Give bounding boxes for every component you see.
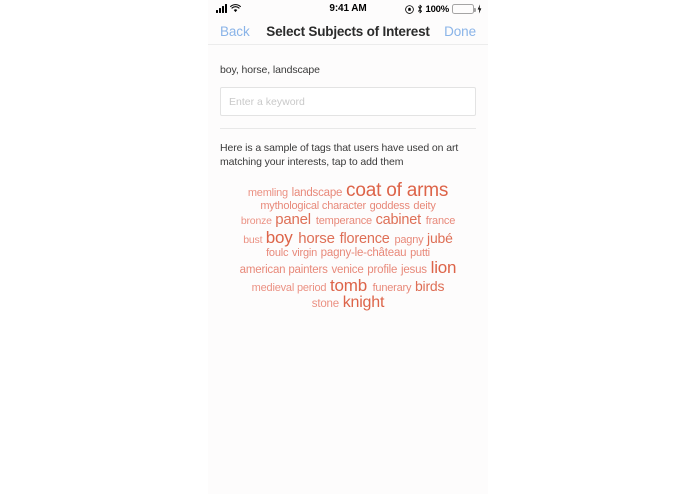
bluetooth-icon: [417, 4, 423, 14]
status-bar-clock: 9:41 AM: [329, 3, 367, 14]
tag-item[interactable]: boy: [265, 227, 293, 247]
tag-row: [222, 259, 474, 277]
tag-item[interactable]: jesus: [401, 264, 427, 277]
page-title: Select Subjects of Interest: [266, 23, 430, 39]
tag-item[interactable]: tomb: [329, 276, 367, 296]
tag-item[interactable]: temperance: [315, 215, 372, 228]
tag-item[interactable]: horse: [298, 229, 335, 247]
tag-item[interactable]: coat of arms: [346, 180, 449, 201]
tag-row: [222, 295, 474, 312]
battery-icon: [452, 4, 474, 14]
navigation-bar: [208, 18, 488, 45]
back-button[interactable]: Back: [220, 23, 250, 39]
tag-item[interactable]: cabinet: [375, 212, 421, 229]
tag-row: [222, 277, 474, 295]
tag-item[interactable]: funerary: [372, 282, 412, 295]
tag-row: [222, 201, 474, 213]
tag-item[interactable]: putti: [410, 246, 430, 259]
status-bar-right: [405, 4, 483, 15]
tag-cloud: [220, 181, 476, 312]
tag-item[interactable]: deity: [413, 199, 436, 212]
tag-item[interactable]: lion: [430, 258, 457, 278]
tag-item[interactable]: france: [425, 215, 456, 228]
tag-item[interactable]: panel: [275, 211, 311, 229]
tag-item[interactable]: goddess: [369, 199, 410, 212]
selected-keywords-label: boy, horse, landscape: [220, 64, 320, 76]
keyword-input[interactable]: [220, 87, 476, 116]
tag-row: [222, 229, 474, 247]
done-button[interactable]: Done: [444, 23, 476, 39]
tag-row: [222, 181, 474, 201]
tag-item[interactable]: foulc: [266, 246, 289, 259]
tag-item[interactable]: profile: [367, 264, 398, 277]
tag-item[interactable]: pagny-le-château: [320, 246, 407, 259]
tag-item[interactable]: stone: [311, 298, 339, 311]
tag-item[interactable]: knight: [342, 294, 385, 312]
tag-item[interactable]: bust: [243, 233, 263, 246]
tag-item[interactable]: mythological character: [260, 199, 366, 212]
content-area: [208, 64, 488, 312]
tag-item[interactable]: jubé: [427, 229, 453, 246]
charging-bolt-icon: [477, 4, 482, 14]
tag-item[interactable]: medieval period: [251, 282, 327, 295]
tag-item[interactable]: pagny: [394, 233, 424, 246]
tag-item[interactable]: birds: [414, 278, 445, 295]
tag-item[interactable]: virgin: [291, 246, 318, 259]
tag-item[interactable]: bronze: [240, 215, 272, 228]
helper-text: Here is a sample of tags that users have used on art matching your interests, tap to add them: [220, 142, 459, 168]
phone-screen: [208, 0, 488, 494]
tag-item[interactable]: american painters: [239, 264, 328, 277]
battery-percent-label: 100%: [425, 3, 449, 15]
section-divider: [220, 128, 476, 129]
tag-item[interactable]: florence: [339, 230, 390, 247]
tag-item[interactable]: memling: [247, 187, 288, 199]
tag-row: [222, 212, 474, 228]
tag-item[interactable]: venice: [331, 264, 364, 277]
status-bar: [208, 0, 488, 18]
rotation-lock-icon: [405, 5, 414, 14]
tag-item[interactable]: landscape: [291, 187, 343, 199]
